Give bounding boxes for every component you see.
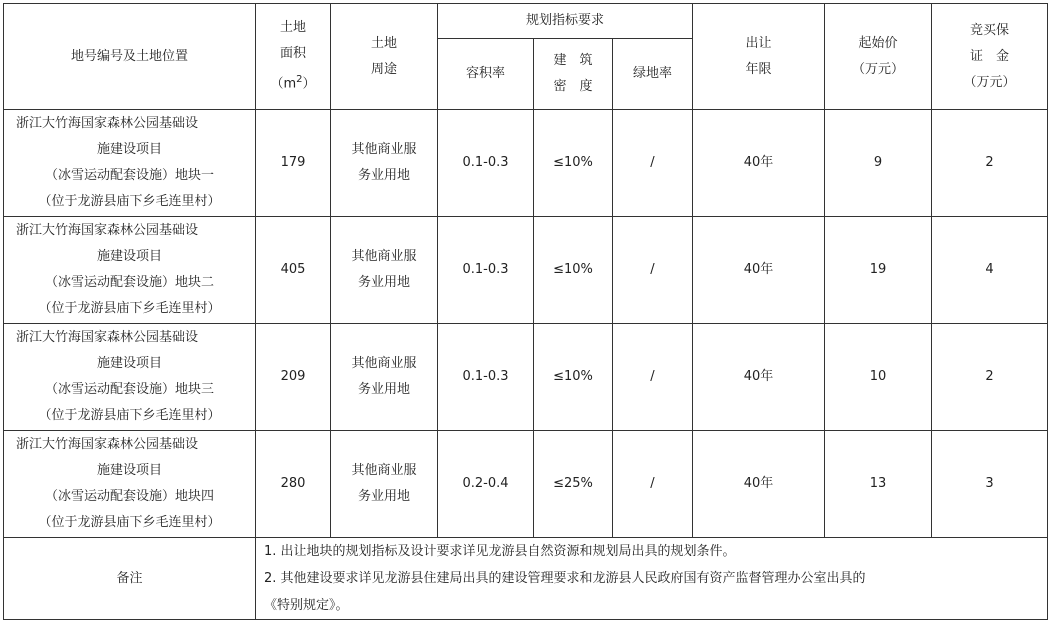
cell-location: 浙江大竹海国家森林公园基础设 施建设项目 （冰雪运动配套设施）地块一 （位于龙游县庙下乡毛连里村） (4, 110, 256, 217)
cell-start-price: 13 (825, 431, 932, 538)
cell-land-use: 其他商业服 务业用地 (331, 324, 438, 431)
cell-start-price: 19 (825, 217, 932, 324)
remarks-label: 备注 (4, 538, 256, 620)
cell-area: 280 (256, 431, 331, 538)
header-start-price: 起始价 （万元） (825, 4, 932, 110)
cell-start-price: 10 (825, 324, 932, 431)
remarks-content: 1. 出让地块的规划指标及设计要求详见龙游县自然资源和规划局出具的规划条件。 2. 其他建设要求详见龙游县住建局出具的建设管理要求和龙游县人民政府国有资产监督管理办公室出具的 《特别规定》。 (256, 538, 1048, 620)
cell-area: 209 (256, 324, 331, 431)
cell-term: 40年 (693, 217, 825, 324)
table-row (4, 431, 1048, 538)
header-term: 出让 年限 (693, 4, 825, 110)
cell-location: 浙江大竹海国家森林公园基础设 施建设项目 （冰雪运动配套设施）地块三 （位于龙游县庙下乡毛连里村） (4, 324, 256, 431)
header-area: 土地 面积 $(m^2)$ (256, 4, 331, 110)
cell-far: 0.1-0.3 (438, 324, 534, 431)
cell-deposit: 2 (932, 324, 1048, 431)
header-location: 地号编号及土地位置 (4, 4, 256, 110)
cell-location: 浙江大竹海国家森林公园基础设 施建设项目 （冰雪运动配套设施）地块四 （位于龙游县庙下乡毛连里村） (4, 431, 256, 538)
cell-far: 0.2-0.4 (438, 431, 534, 538)
cell-land-use: 其他商业服 务业用地 (331, 431, 438, 538)
cell-deposit: 3 (932, 431, 1048, 538)
cell-density: ≤10% (534, 217, 613, 324)
header-green: 绿地率 (613, 39, 693, 110)
cell-density: ≤25% (534, 431, 613, 538)
cell-term: 40年 (693, 110, 825, 217)
cell-green: / (613, 110, 693, 217)
cell-green: / (613, 217, 693, 324)
table-row (4, 217, 1048, 324)
header-far: 容积率 (438, 39, 534, 110)
cell-deposit: 4 (932, 217, 1048, 324)
header-land-use: 土地 周途 (331, 4, 438, 110)
cell-land-use: 其他商业服 务业用地 (331, 217, 438, 324)
cell-start-price: 9 (825, 110, 932, 217)
table-row (4, 324, 1048, 431)
table-row (4, 110, 1048, 217)
cell-location: 浙江大竹海国家森林公园基础设 施建设项目 （冰雪运动配套设施）地块二 （位于龙游县庙下乡毛连里村） (4, 217, 256, 324)
cell-area: 405 (256, 217, 331, 324)
cell-term: 40年 (693, 324, 825, 431)
header-density: 建 筑 密 度 (534, 39, 613, 110)
cell-green: / (613, 431, 693, 538)
land-auction-table (3, 3, 1048, 620)
cell-green: / (613, 324, 693, 431)
cell-term: 40年 (693, 431, 825, 538)
cell-far: 0.1-0.3 (438, 110, 534, 217)
cell-land-use: 其他商业服 务业用地 (331, 110, 438, 217)
header-planning: 规划指标要求 (438, 4, 693, 39)
cell-density: ≤10% (534, 110, 613, 217)
cell-far: 0.1-0.3 (438, 217, 534, 324)
cell-area: 179 (256, 110, 331, 217)
cell-density: ≤10% (534, 324, 613, 431)
cell-deposit: 2 (932, 110, 1048, 217)
header-deposit: 竞买保 证 金 （万元） (932, 4, 1048, 110)
